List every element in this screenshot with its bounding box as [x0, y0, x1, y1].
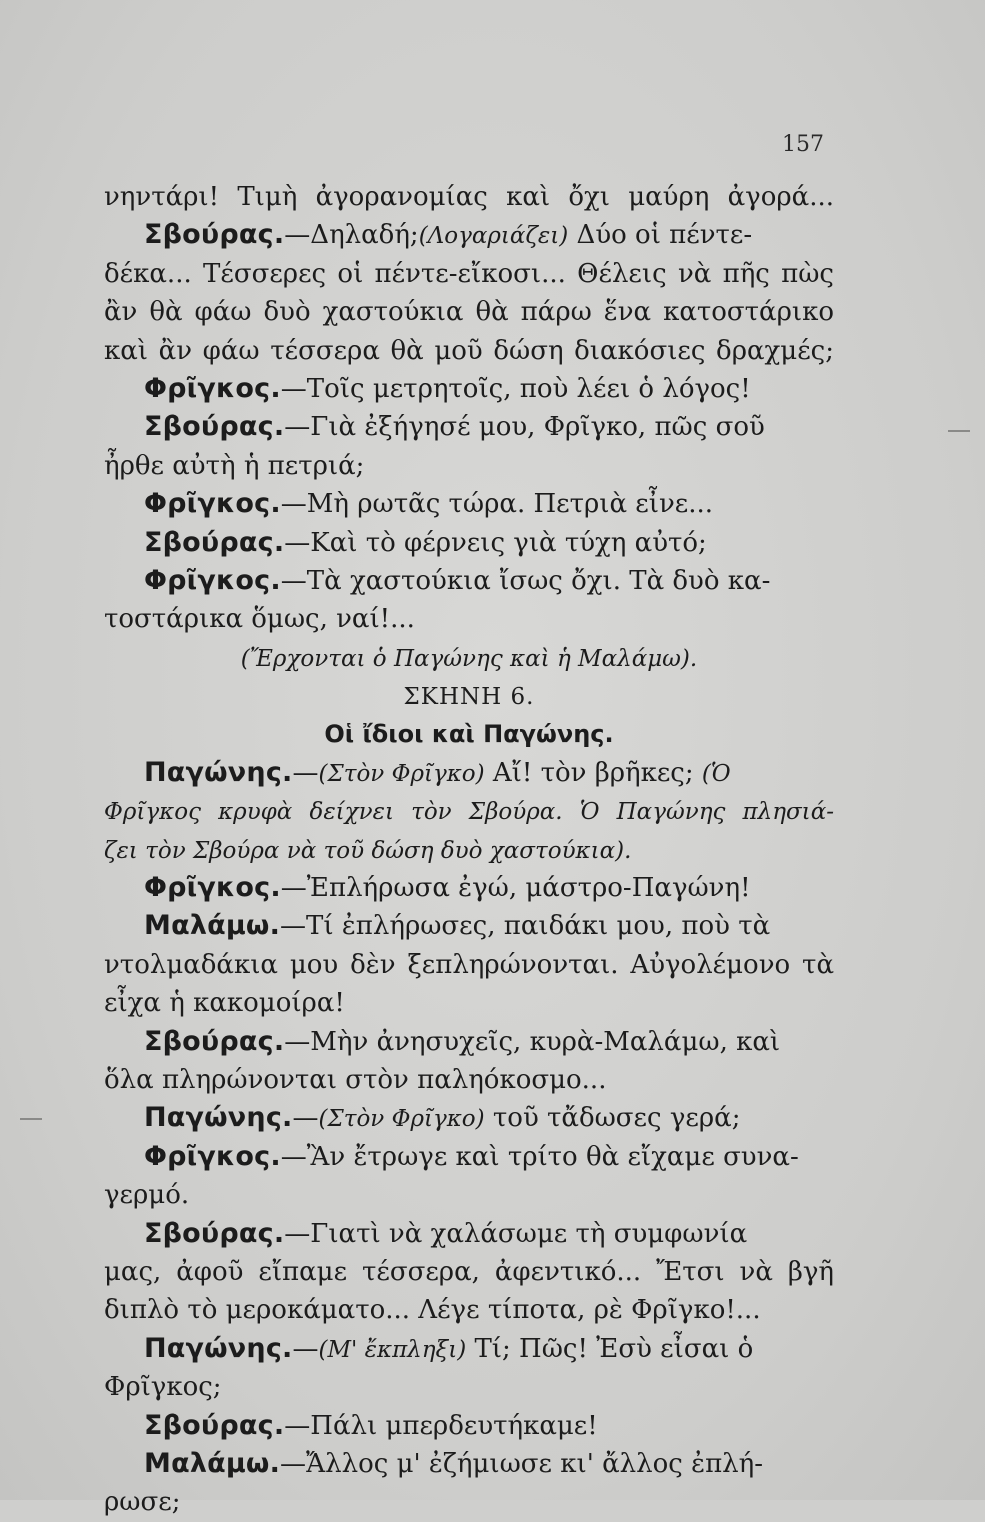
text-line: διπλὸ τὸ μεροκάματο... Λέγε τίποτα, ρὲ Φρῖγκο!... — [104, 1295, 761, 1326]
text-line: νηντάρι! Τιμὴ ἀγορανομίας καὶ ὄχι μαύρη ἀγορά... — [104, 182, 834, 212]
stage-direction-line: (Ἔρχονται ὁ Παγώνης καὶ ἡ Μαλάμω). — [240, 645, 698, 672]
speech-line: Μαλάμω.—Τί ἐπλήρωσες, παιδάκι μου, ποὺ τὰ — [144, 910, 771, 942]
speech-line: Μαλάμω.—Ἄλλος μ' ἐζήμιωσε κι' ἄλλος ἐπλή- — [144, 1447, 764, 1479]
speaker-name: Σβούρας. — [144, 1025, 285, 1057]
text-line: ὅλα πληρώνονται στὸν παληόκοσμο... — [104, 1064, 607, 1095]
text-line: τοστάρικα ὅμως, ναί!... — [104, 604, 415, 635]
speech-line: Φρῖγκος.—Ἐπλήρωσα ἐγώ, μάστρο-Παγώνη! — [144, 872, 751, 904]
speech-line: Παγώνης.—(Στὸν Φρῖγκο) Αἴ! τὸν βρῆκες; (Ὁ — [144, 756, 731, 788]
speech-line: Παγώνης.—(Στὸν Φρῖγκο) τοῦ τἄδωσες γερά; — [144, 1102, 741, 1134]
stage-direction: (Μ' ἔκπληξι) — [318, 1336, 467, 1363]
text-line: εἶχα ἡ κακομοίρα! — [104, 988, 345, 1019]
speaker-name: Σβούρας. — [144, 219, 285, 251]
stage-direction: (Στὸν Φρῖγκο) — [318, 1106, 485, 1133]
speech-line: Φρῖγκος.—Ἂν ἔτρωγε καὶ τρίτο θὰ εἴχαμε συνα- — [144, 1140, 799, 1172]
speech-line: Παγώνης.—(Μ' ἔκπληξι) Τί; Πῶς! Ἐσὺ εἶσαι ὁ — [144, 1332, 754, 1364]
speech-line: Σβούρας.—Δηλαδή;(Λογαριάζει) Δύο οἱ πέντε- — [144, 219, 753, 251]
speech-line: Φρῖγκος.—Μὴ ρωτᾶς τώρα. Πετριὰ εἶνε... — [144, 488, 714, 520]
dialogue-text — [104, 178, 834, 1522]
margin-mark — [948, 430, 970, 432]
text-line: ἂν θὰ φάω δυὸ χαστούκια θὰ πάρω ἕνα κατοστάρικο — [104, 297, 834, 328]
text-line: Φρῖγκος; — [104, 1372, 222, 1403]
speech-line: Σβούρας.—Πάλι μπερδευτήκαμε! — [144, 1409, 598, 1441]
text-line: καὶ ἂν φάω τέσσερα θὰ μοῦ δώση διακόσιες δραχμές; — [104, 335, 834, 366]
speech-line: Φρῖγκος.—Τὰ χαστούκια ἴσως ὄχι. Τὰ δυὸ κα- — [144, 564, 771, 596]
text-line: ντολμαδάκια μου δὲν ξεπληρώνονται. Αὐγολέμονο τὰ — [104, 949, 834, 980]
speaker-name: Παγώνης. — [144, 1102, 293, 1134]
stage-direction: (Στὸν Φρῖγκο) — [318, 760, 485, 787]
speaker-name: Σβούρας. — [144, 1217, 285, 1249]
speaker-name: Σβούρας. — [144, 526, 285, 558]
text-line: δέκα... Τέσσερες οἱ πέντε-εἴκοσι... Θέλεις νὰ πῆς πὼς — [104, 258, 834, 289]
stage-direction-line: Φρῖγκος κρυφὰ δείχνει τὸν Σβούρα. Ὁ Παγώνης πλησιά- — [104, 799, 834, 826]
stage-direction: (Ὁ — [701, 760, 731, 787]
speaker-name: Φρῖγκος. — [144, 872, 281, 904]
speaker-name: Φρῖγκος. — [144, 564, 281, 596]
speaker-name: Σβούρας. — [144, 1409, 285, 1441]
speaker-name: Σβούρας. — [144, 411, 285, 443]
text-line: μας, ἀφοῦ εἴπαμε τέσσερα, ἀφεντικό... Ἔτσι νὰ βγῆ — [104, 1256, 834, 1287]
text-line: ρωσε; — [104, 1487, 181, 1518]
text-line: ἦρθε αὐτὴ ἡ πετριά; — [104, 450, 365, 481]
stage-direction: (Λογαριάζει) — [418, 223, 569, 250]
scene-title: ΣΚΗΝΗ 6. — [403, 684, 535, 711]
text-line: γερμό. — [104, 1180, 190, 1211]
scene-heading: Οἱ ἴδιοι καὶ Παγώνης. — [324, 720, 614, 749]
speaker-name: Παγώνης. — [144, 1332, 293, 1364]
stage-direction-line: ζει τὸν Σβούρα νὰ τοῦ δώση δυὸ χαστούκια). — [104, 837, 632, 864]
speaker-name: Φρῖγκος. — [144, 1140, 281, 1172]
page-number: 157 — [782, 132, 824, 157]
speech-line: Σβούρας.—Γιατὶ νὰ χαλάσωμε τὴ συμφωνία — [144, 1217, 748, 1249]
speaker-name: Φρῖγκος. — [144, 488, 281, 520]
speech-line: Σβούρας.—Μὴν ἀνησυχεῖς, κυρὰ-Μαλάμω, καὶ — [144, 1025, 781, 1057]
speech-line: Φρῖγκος.—Τοῖς μετρητοῖς, ποὺ λέει ὁ λόγος! — [144, 372, 751, 404]
speaker-name: Μαλάμω. — [144, 1447, 281, 1479]
speech-line: Σβούρας.—Καὶ τὸ φέρνεις γιὰ τύχη αὐτό; — [144, 526, 707, 558]
speech-line: Σβούρας.—Γιὰ ἐξήγησέ μου, Φρῖγκο, πῶς σοῦ — [144, 411, 765, 443]
speaker-name: Μαλάμω. — [144, 910, 281, 942]
margin-mark — [20, 1118, 42, 1120]
speaker-name: Παγώνης. — [144, 756, 293, 788]
speaker-name: Φρῖγκος. — [144, 372, 281, 404]
